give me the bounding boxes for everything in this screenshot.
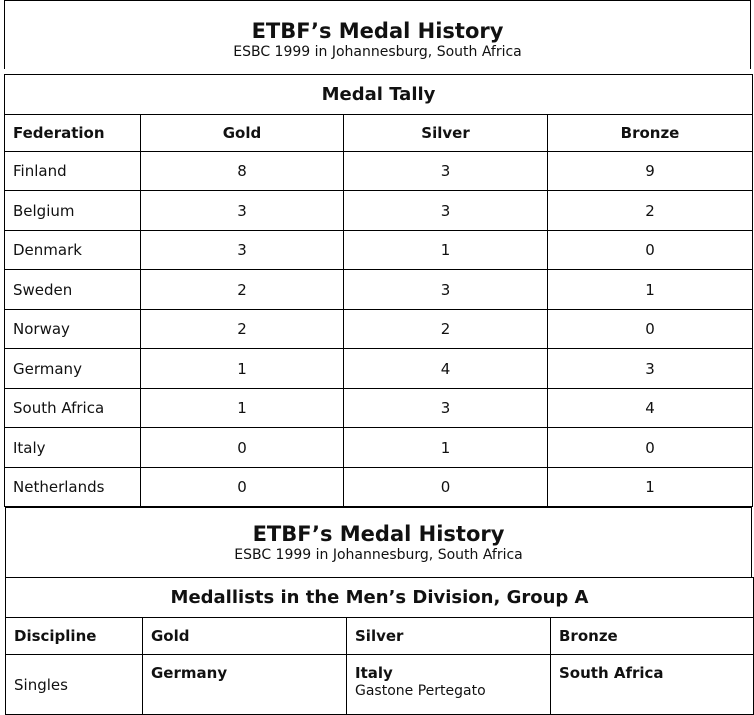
federation-cell: Belgium — [5, 191, 141, 231]
medal-history-header-2 — [5, 507, 752, 577]
silver-player: Gastone Pertegato — [355, 683, 486, 699]
table-row — [5, 428, 753, 468]
silver-count-cell: 3 — [344, 389, 548, 428]
discipline-cell: Singles — [6, 655, 143, 715]
silver-count-cell: 4 — [344, 349, 548, 389]
federation-cell: Germany — [5, 349, 141, 389]
column-header-gold-2: Gold — [143, 618, 347, 655]
medallists-caption: Medallists in the Men’s Division, Group A — [6, 578, 754, 618]
column-header-silver-2: Silver — [347, 618, 551, 655]
federation-cell: South Africa — [5, 389, 141, 428]
medal-tally-table — [4, 74, 753, 507]
bronze-count-cell: 1 — [548, 468, 753, 507]
bronze-count-cell: 0 — [548, 428, 753, 468]
medal-tally-caption: Medal Tally — [5, 75, 753, 115]
page-subtitle: ESBC 1999 in Johannesburg, South Africa — [233, 44, 522, 60]
gold-count-cell: 0 — [141, 428, 344, 468]
silver-count-cell: 3 — [344, 191, 548, 231]
silver-medallist-cell — [347, 655, 551, 715]
gold-count-cell: 3 — [141, 191, 344, 231]
column-header-federation: Federation — [5, 115, 141, 152]
bronze-count-cell: 0 — [548, 231, 753, 270]
federation-cell: Denmark — [5, 231, 141, 270]
table-row — [5, 389, 753, 428]
table-row — [5, 191, 753, 231]
federation-cell: Norway — [5, 310, 141, 349]
bronze-count-cell: 0 — [548, 310, 753, 349]
federation-cell: Netherlands — [5, 468, 141, 507]
page-title: ETBF’s Medal History — [251, 19, 504, 43]
column-header-gold: Gold — [141, 115, 344, 152]
medallists-table — [5, 577, 754, 715]
table-row — [5, 270, 753, 310]
bronze-count-cell: 2 — [548, 191, 753, 231]
table-row — [6, 655, 754, 715]
gold-count-cell: 0 — [141, 468, 344, 507]
bronze-count-cell: 9 — [548, 152, 753, 191]
table-row — [5, 310, 753, 349]
silver-count-cell: 2 — [344, 310, 548, 349]
table-row — [5, 231, 753, 270]
federation-cell: Italy — [5, 428, 141, 468]
page-subtitle-2: ESBC 1999 in Johannesburg, South Africa — [234, 547, 523, 563]
silver-count-cell: 3 — [344, 270, 548, 310]
gold-medallist-cell: Germany — [143, 655, 347, 715]
gold-count-cell: 2 — [141, 270, 344, 310]
column-header-bronze-2: Bronze — [551, 618, 754, 655]
gold-count-cell: 1 — [141, 389, 344, 428]
page-title-2: ETBF’s Medal History — [252, 522, 505, 546]
silver-count-cell: 0 — [344, 468, 548, 507]
column-header-silver: Silver — [344, 115, 548, 152]
gold-count-cell: 3 — [141, 231, 344, 270]
silver-nation: Italy — [355, 664, 393, 682]
medal-history-header — [4, 0, 751, 69]
silver-count-cell: 3 — [344, 152, 548, 191]
bronze-count-cell: 4 — [548, 389, 753, 428]
gold-count-cell: 8 — [141, 152, 344, 191]
federation-cell: Sweden — [5, 270, 141, 310]
column-header-bronze: Bronze — [548, 115, 753, 152]
gold-count-cell: 2 — [141, 310, 344, 349]
bronze-medallist-cell: South Africa — [551, 655, 754, 715]
gold-count-cell: 1 — [141, 349, 344, 389]
silver-count-cell: 1 — [344, 231, 548, 270]
federation-cell: Finland — [5, 152, 141, 191]
silver-count-cell: 1 — [344, 428, 548, 468]
table-row — [5, 349, 753, 389]
table-row — [5, 152, 753, 191]
table-row — [5, 468, 753, 507]
bronze-count-cell: 1 — [548, 270, 753, 310]
column-header-discipline: Discipline — [6, 618, 143, 655]
bronze-count-cell: 3 — [548, 349, 753, 389]
